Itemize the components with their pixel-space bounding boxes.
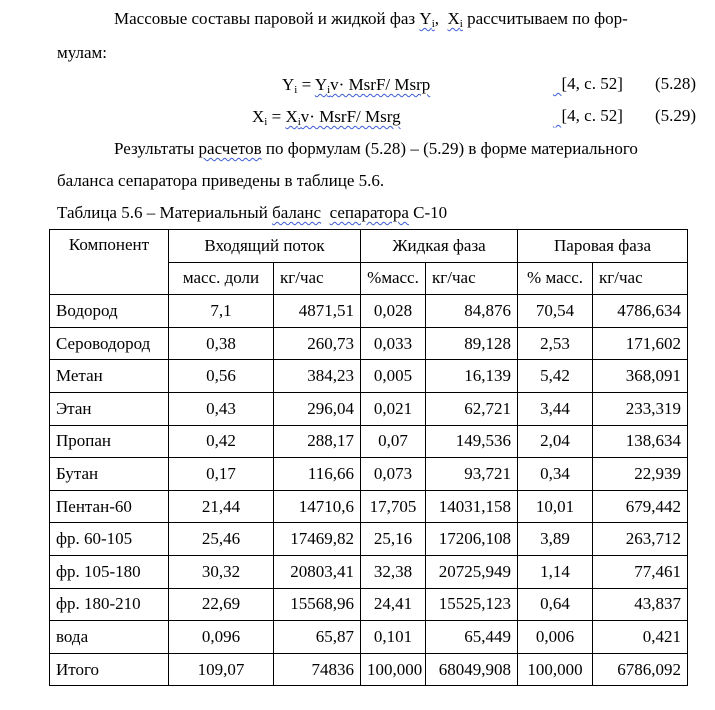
cell-in-kg: 288,17	[274, 425, 361, 458]
table-row	[50, 392, 688, 425]
cell-vap-pct: 2,53	[518, 327, 593, 360]
cell-in-frac: 109,07	[169, 653, 274, 686]
cell-name: фр. 60-105	[50, 523, 169, 556]
cell-vap-pct: 0,34	[518, 458, 593, 491]
cell-vap-pct: 3,89	[518, 523, 593, 556]
cell-in-frac: 0,38	[169, 327, 274, 360]
subheader-vap-kg: кг/час	[593, 262, 688, 295]
cell-liq-pct: 0,005	[361, 360, 426, 393]
cell-in-frac: 7,1	[169, 295, 274, 328]
cell-liq-pct: 0,073	[361, 458, 426, 491]
cell-in-kg: 384,23	[274, 360, 361, 393]
cell-name: фр. 105-180	[50, 555, 169, 588]
cell-liq-kg: 14031,158	[426, 490, 518, 523]
text: Массовые составы паровой и жидкой фаз	[114, 9, 420, 28]
header-incoming-flow: Входящий поток	[169, 230, 361, 263]
cell-liq-pct: 100,000	[361, 653, 426, 686]
cell-in-kg: 20803,41	[274, 555, 361, 588]
cell-name: Пентан-60	[50, 490, 169, 523]
cell-vap-pct: 100,000	[518, 653, 593, 686]
subheader-in-kg: кг/час	[274, 262, 361, 295]
cell-liq-pct: 24,41	[361, 588, 426, 621]
cell-vap-pct: 10,01	[518, 490, 593, 523]
cell-liq-pct: 0,033	[361, 327, 426, 360]
cell-vap-pct: 0,64	[518, 588, 593, 621]
cell-in-kg: 17469,82	[274, 523, 361, 556]
table-caption: Таблица 5.6 – Материальный баланс сепаратора С-10	[57, 203, 448, 222]
cell-in-kg: 296,04	[274, 392, 361, 425]
cell-liq-kg: 65,449	[426, 621, 518, 654]
cell-name: Сероводород	[50, 327, 169, 360]
subheader-liq-pct: %масс.	[361, 262, 426, 295]
cell-in-kg: 4871,51	[274, 295, 361, 328]
cell-liq-kg: 16,139	[426, 360, 518, 393]
word-balans: баланс	[272, 203, 322, 222]
cell-in-frac: 0,43	[169, 392, 274, 425]
cell-in-frac: 30,32	[169, 555, 274, 588]
formula-5-29: $X_i = X_iv\cdot$ MsrF/ Msrg	[252, 107, 401, 128]
table-row	[50, 425, 688, 458]
word-raschetov: расчетов	[198, 139, 262, 158]
cell-liq-kg: 20725,949	[426, 555, 518, 588]
cell-name: Этан	[50, 392, 169, 425]
cell-in-frac: 0,56	[169, 360, 274, 393]
table-row	[50, 523, 688, 556]
paragraph-2-line-1: Результаты расчетов по формулам (5.28) – (5.29) в форме материального	[114, 139, 638, 158]
table-row	[50, 295, 688, 328]
cell-name: вода	[50, 621, 169, 654]
cell-liq-kg: 149,536	[426, 425, 518, 458]
cell-in-kg: 116,66	[274, 458, 361, 491]
cell-in-kg: 260,73	[274, 327, 361, 360]
cell-liq-pct: 17,705	[361, 490, 426, 523]
cell-vap-kg: 43,837	[593, 588, 688, 621]
paragraph-1-line-1	[114, 8, 628, 35]
cell-liq-pct: 25,16	[361, 523, 426, 556]
cell-name: Пропан	[50, 425, 169, 458]
cell-liq-kg: 93,721	[426, 458, 518, 491]
cell-in-frac: 22,69	[169, 588, 274, 621]
word-separatora: сепаратора	[329, 203, 409, 222]
formula-1-number: (5.28)	[655, 74, 697, 93]
cell-name: Бутан	[50, 458, 169, 491]
table-row	[50, 360, 688, 393]
cell-name: Метан	[50, 360, 169, 393]
cell-in-kg: 14710,6	[274, 490, 361, 523]
table-row	[50, 588, 688, 621]
cell-liq-kg: 89,128	[426, 327, 518, 360]
cell-name: фр. 180-210	[50, 588, 169, 621]
cell-liq-kg: 15525,123	[426, 588, 518, 621]
cell-vap-kg: 368,091	[593, 360, 688, 393]
var-x: $X_i$	[447, 9, 463, 30]
cell-vap-pct: 0,006	[518, 621, 593, 654]
subheader-liq-kg: кг/час	[426, 262, 518, 295]
cell-vap-kg: 263,712	[593, 523, 688, 556]
cell-liq-pct: 0,07	[361, 425, 426, 458]
table-row	[50, 327, 688, 360]
cell-in-kg: 65,87	[274, 621, 361, 654]
header-component: Компонент	[50, 230, 169, 295]
cell-liq-pct: 0,028	[361, 295, 426, 328]
table-header-row	[50, 230, 688, 263]
cell-vap-kg: 679,442	[593, 490, 688, 523]
material-balance-table	[49, 229, 688, 686]
cell-vap-kg: 6786,092	[593, 653, 688, 686]
paragraph-1-line-2: мулам:	[57, 43, 108, 62]
text: рассчитываем по фор-	[462, 9, 628, 28]
table-row	[50, 555, 688, 588]
formula-2-number: (5.29)	[655, 106, 697, 125]
cell-name: Водород	[50, 295, 169, 328]
var-y: $Y_i$	[419, 9, 435, 30]
cell-liq-pct: 0,101	[361, 621, 426, 654]
table-row	[50, 490, 688, 523]
header-liquid-phase: Жидкая фаза	[361, 230, 518, 263]
subheader-vap-pct: % масс.	[518, 262, 593, 295]
cell-name: Итого	[50, 653, 169, 686]
subheader-in-frac: масс. доли	[169, 262, 274, 295]
cell-vap-kg: 77,461	[593, 555, 688, 588]
comma: ,	[434, 9, 439, 28]
cell-vap-kg: 233,319	[593, 392, 688, 425]
cell-vap-kg: 171,602	[593, 327, 688, 360]
formula-1-rhs: $Y_iv\cdot$ MsrF/ Msrp	[314, 75, 431, 96]
cell-in-frac: 0,096	[169, 621, 274, 654]
cell-in-frac: 0,17	[169, 458, 274, 491]
table-row	[50, 621, 688, 654]
cell-liq-pct: 0,021	[361, 392, 426, 425]
cell-vap-kg: 22,939	[593, 458, 688, 491]
table-row	[50, 653, 688, 686]
cell-vap-kg: 138,634	[593, 425, 688, 458]
formula-1-reference: [4, с. 52]	[561, 74, 623, 93]
cell-in-kg: 74836	[274, 653, 361, 686]
cell-liq-pct: 32,38	[361, 555, 426, 588]
cell-in-frac: 0,42	[169, 425, 274, 458]
cell-in-frac: 25,46	[169, 523, 274, 556]
table-row	[50, 458, 688, 491]
header-vapor-phase: Паровая фаза	[518, 230, 688, 263]
cell-vap-pct: 5,42	[518, 360, 593, 393]
cell-vap-pct: 3,44	[518, 392, 593, 425]
formula-5-28: $Y_i = Y_iv\cdot$ MsrF/ Msrp	[282, 75, 431, 96]
cell-liq-kg: 62,721	[426, 392, 518, 425]
cell-in-kg: 15568,96	[274, 588, 361, 621]
cell-liq-kg: 17206,108	[426, 523, 518, 556]
cell-vap-pct: 2,04	[518, 425, 593, 458]
cell-vap-kg: 0,421	[593, 621, 688, 654]
cell-in-frac: 21,44	[169, 490, 274, 523]
cell-vap-pct: 1,14	[518, 555, 593, 588]
formula-2-reference: [4, с. 52]	[561, 106, 623, 125]
formula-2-rhs: $X_iv\cdot$ MsrF/ Msrg	[285, 107, 401, 128]
paragraph-2-line-2: баланса сепаратора приведены в таблице 5.6.	[57, 171, 385, 190]
cell-liq-kg: 68049,908	[426, 653, 518, 686]
cell-vap-pct: 70,54	[518, 295, 593, 328]
cell-vap-kg: 4786,634	[593, 295, 688, 328]
cell-liq-kg: 84,876	[426, 295, 518, 328]
